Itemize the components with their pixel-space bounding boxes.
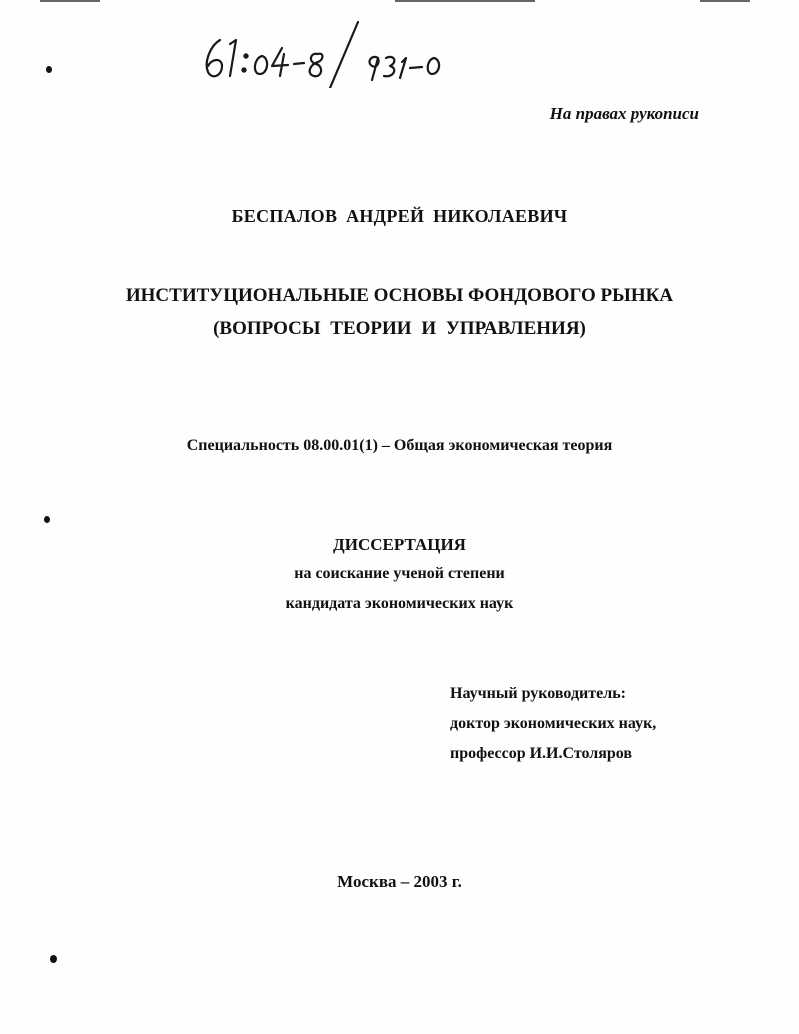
scan-speck (46, 66, 52, 73)
degree-line-2: кандидата экономических наук (285, 595, 514, 612)
dissertation-title-line-1: ИНСТИТУЦИОНАЛЬНЫЕ ОСНОВЫ ФОНДОВОГО РЫНКА (125, 285, 674, 306)
scan-edge-mark (395, 0, 535, 2)
manuscript-rights-note: На правах рукописи (549, 104, 699, 123)
supervisor-degree: доктор экономических наук, (450, 715, 657, 732)
specialty-line: Специальность 08.00.01(1) – Общая экономическая теория (186, 437, 613, 454)
scan-edge-mark (700, 0, 750, 2)
supervisor-label: Научный руководитель: (450, 685, 626, 702)
scan-speck (50, 955, 57, 963)
dissertation-title-line-2: (ВОПРОСЫ ТЕОРИИ И УПРАВЛЕНИЯ) (213, 318, 586, 339)
scan-speck (44, 516, 50, 523)
degree-line-1: на соискание ученой степени (294, 565, 505, 582)
handwritten-catalog-code (190, 18, 490, 88)
author-name: БЕСПАЛОВ АНДРЕЙ НИКОЛАЕВИЧ (231, 206, 568, 226)
supervisor-name: профессор И.И.Столяров (450, 745, 633, 762)
dissertation-label: ДИССЕРТАЦИЯ (333, 535, 466, 554)
handwritten-code-image (190, 18, 490, 88)
scan-edge-mark (40, 0, 100, 2)
city-year: Москва – 2003 г. (337, 872, 462, 891)
